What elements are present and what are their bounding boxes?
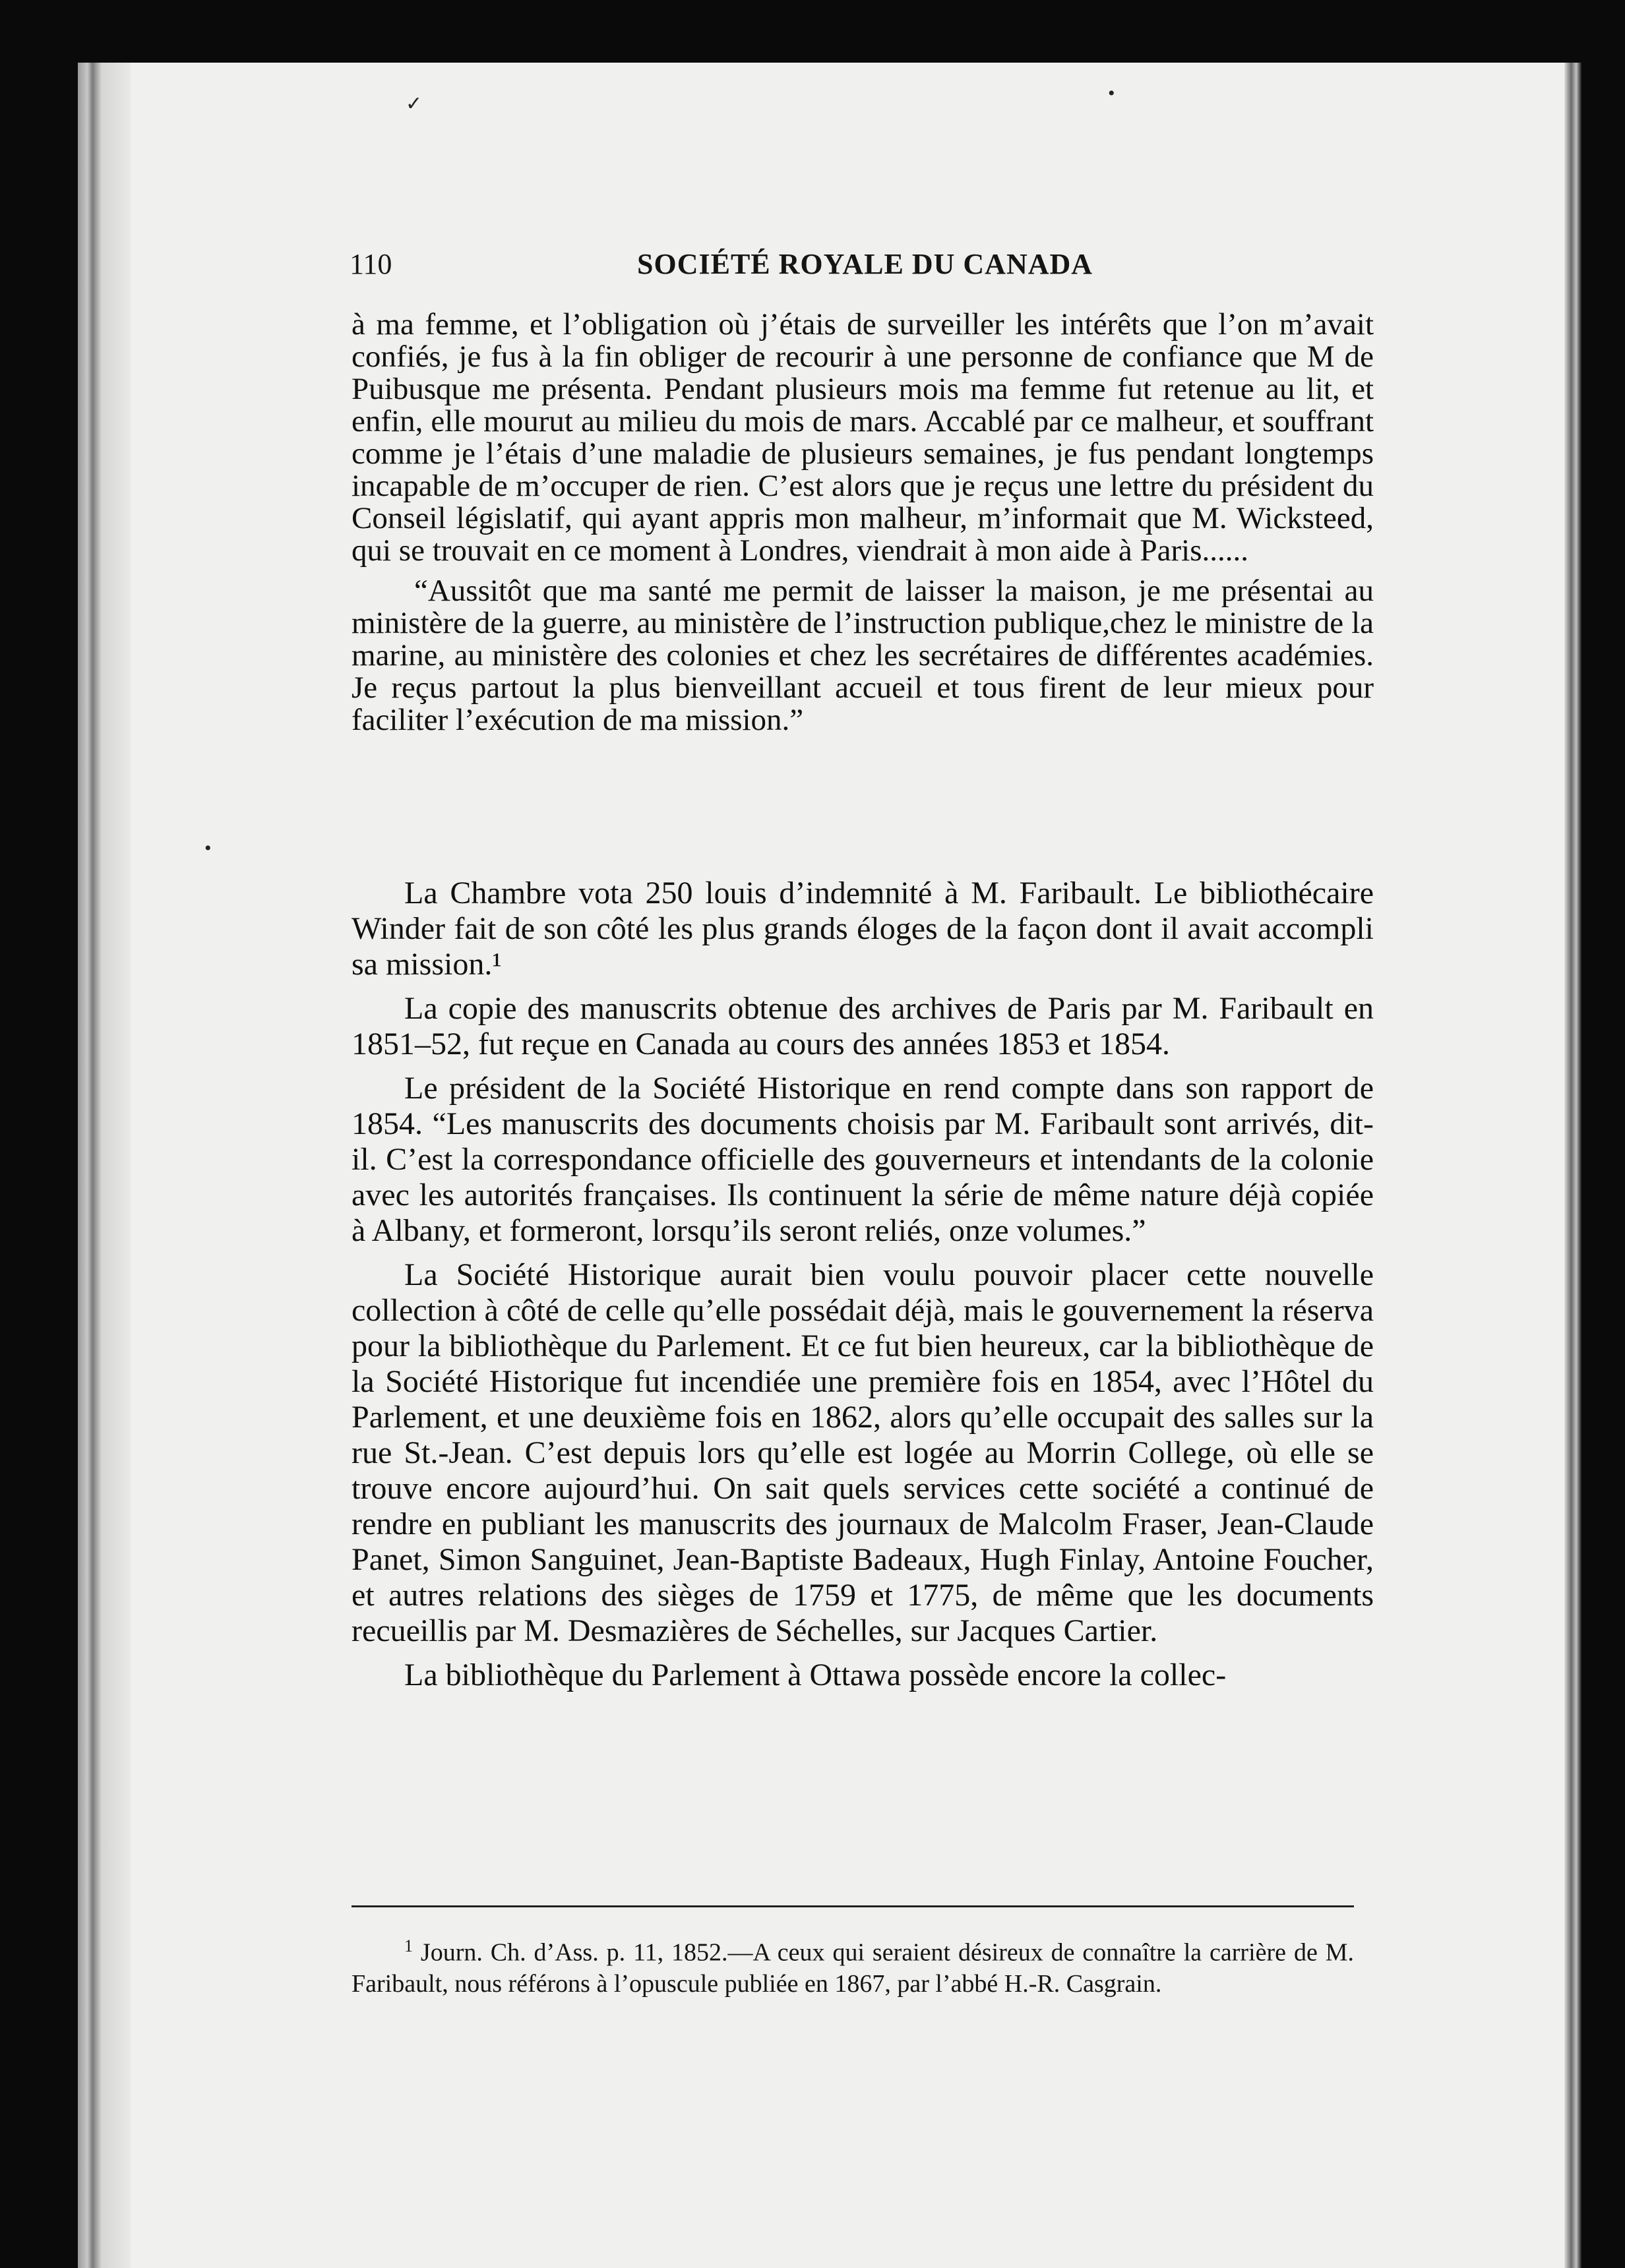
scan-speck: •	[204, 837, 212, 859]
body-paragraph: La copie des manuscrits obtenue des archives de Paris par M. Faribault en 1851–52, fut reçue en Canada au cours des années 1853 et 1854.	[352, 991, 1374, 1061]
body-paragraph: La bibliothèque du Parlement à Ottawa possède encore la collec-	[404, 1657, 1227, 1692]
scan-speck: •	[1108, 82, 1115, 104]
running-title: SOCIÉTÉ ROYALE DU CANADA	[637, 248, 1093, 280]
body-paragraph: Le président de la Société Historique en rend compte dans son rapport de 1854. “Les manuscrits des documents choisis par M. Faribault sont arrivés, dit-il. C’est la correspondance officielle des gouverneurs et intendants de la colonie avec les autorités françaises. Ils continuent la série de même nature déjà copiée à Albany, et formeront, lorsqu’ils seront reliés, onze volumes.”	[352, 1071, 1374, 1248]
quoted-letter	[352, 309, 1374, 736]
page-right-edge	[1564, 63, 1581, 2268]
page-header	[350, 247, 1378, 287]
footnote	[352, 1930, 1354, 2000]
scan-speck: ✓	[406, 93, 423, 115]
footnote-text: Journ. Ch. d’Ass. p. 11, 1852.—A ceux qui seraient désireux de connaître la carrière de M. Faribault, nous référons à l’opuscule publiée en 1867, par l’abbé H.-R. Casgrain.	[352, 1938, 1355, 1998]
quote-paragraph: à ma femme, et l’obligation où j’étais de surveiller les intérêts que l’on m’avait confiés, je fus à la fin obliger de recourir à une personne de confiance que M de Puibusque me présenta. Pendant plusieurs mois ma femme fut retenue au lit, et enfin, elle mourut au milieu du mois de mars. Accablé par ce malheur, et souffrant comme je l’étais d’une maladie de plusieurs semaines, je fus pendant longtemps incapable de m’occuper de rien. C’est alors que je reçus une lettre du président du Conseil législatif, qui ayant appris mon malheur, m’informait que M. Wicksteed, qui se trouvait en ce moment à Londres, viendrait à mon aide à Paris......	[352, 307, 1374, 568]
footnote-mark: 1	[404, 1936, 413, 1955]
body-paragraph: La Société Historique aurait bien voulu pouvoir placer cette nouvelle collection à côté de celle qu’elle possédait déjà, mais le gouvernement la réserva pour la bibliothèque du Parlement. Et ce fut bien heureux, car la bibliothèque de la Société Historique fut incendiée une première fois en 1854, avec l’Hôtel du Parlement, et une deuxième fois en 1862, alors qu’elle occupait des salles sur la rue St.-Jean. C’est depuis lors qu’elle est logée au Morrin College, où elle se trouve encore aujourd’hui. On sait quels services cette société a continué de rendre en publiant les manuscrits des journaux de Malcolm Fraser, Jean-Claude Panet, Simon Sanguinet, Jean-Baptiste Badeaux, Hugh Finlay, Antoine Foucher, et autres relations des sièges de 1759 et 1775, de même que les documents recueillis par M. Desmazières de Séchelles, sur Jacques Cartier.	[352, 1257, 1374, 1648]
page-gutter-edge	[78, 63, 131, 2268]
footnote-divider	[352, 1905, 1354, 1907]
body-text	[352, 876, 1374, 1702]
body-paragraph: La Chambre vota 250 louis d’indemnité à M. Faribault. Le bibliothécaire Winder fait de son côté les plus grands éloges de la façon dont il avait accompli sa mission.¹	[352, 876, 1374, 982]
quote-paragraph: “Aussitôt que ma santé me permit de laisser la maison, je me présentai au ministère de la guerre, au ministère de l’instruction publique,chez le ministre de la marine, au ministère des colonies et chez les secrétaires de différentes académies. Je reçus partout la plus bienveillant accueil et tous firent de leur mieux pour faciliter l’exécution de ma mission.”	[352, 574, 1374, 737]
page-number: 110	[350, 248, 392, 280]
